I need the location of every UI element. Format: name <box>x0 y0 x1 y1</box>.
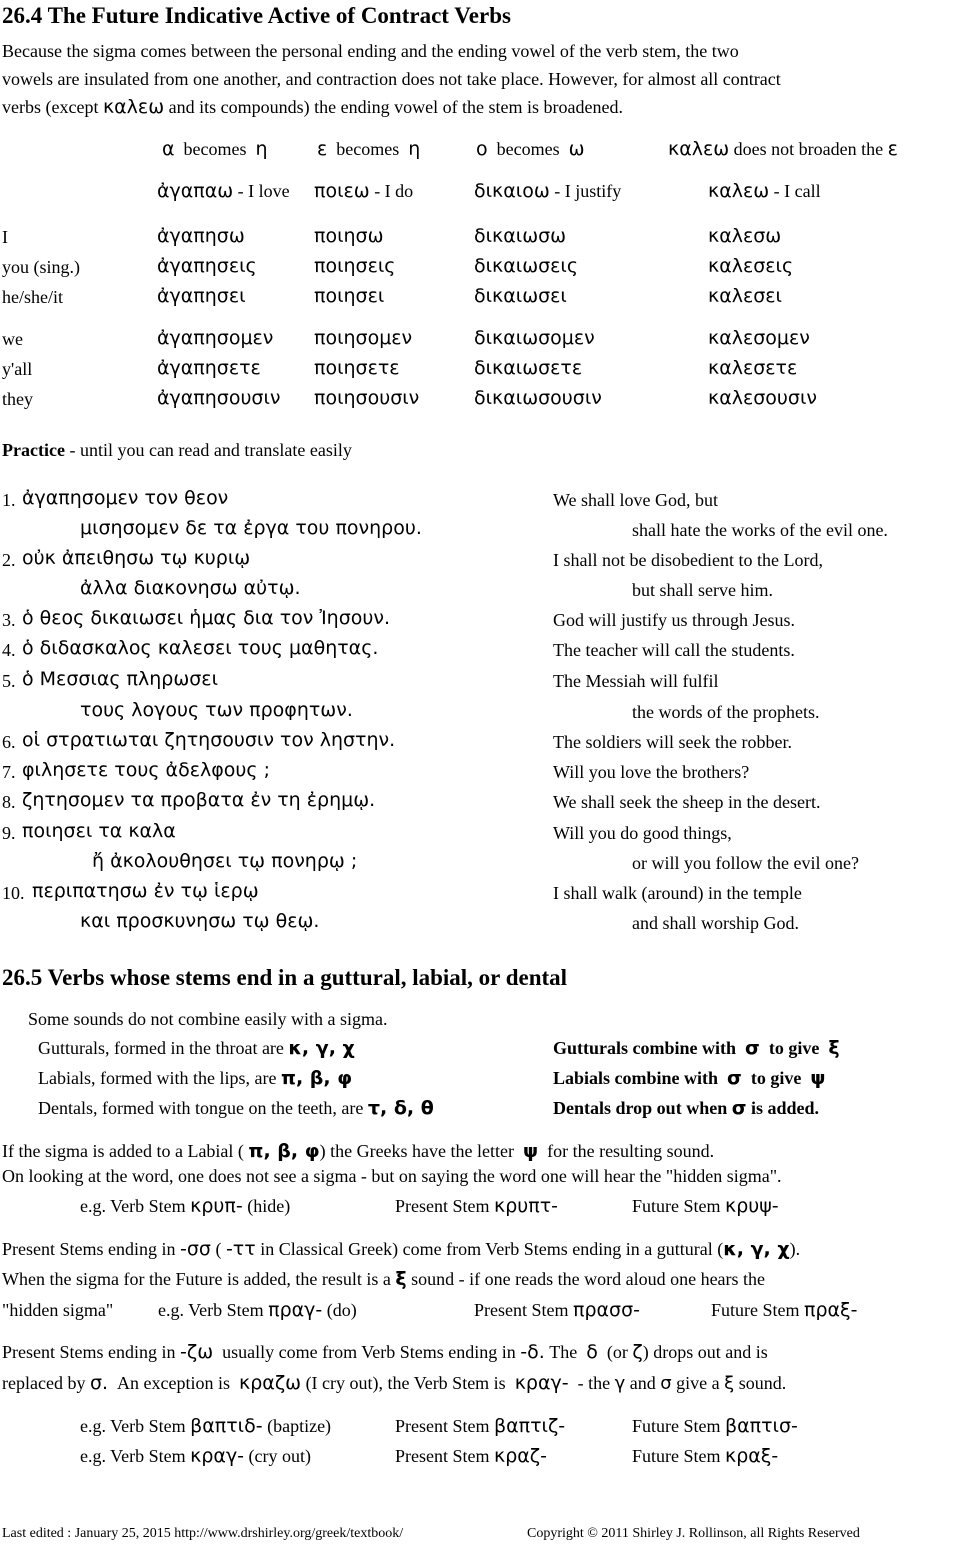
exercise-number: 5. <box>2 671 16 691</box>
labial-paragraph-line-2: On looking at the word, one does not see a sigma - but on saying the word one will hear the "hidden sigma". <box>2 1166 782 1186</box>
exercise-english: I shall walk (around) in the temple <box>553 883 802 903</box>
example-krag-future: Future Stem κραξ- <box>632 1445 779 1467</box>
form-cell: ἀγαπησεις <box>157 255 257 277</box>
form-cell: ἀγαπησω <box>157 225 245 247</box>
exercise-number: 7. <box>2 762 16 782</box>
section-title-26-4: 26.4 The Future Indicative Active of Contract Verbs <box>2 3 511 28</box>
form-cell: ἀγαπησει <box>157 285 246 307</box>
exercise-english: God will justify us through Jesus. <box>553 610 796 630</box>
form-cell: ἀγαπησετε <box>157 357 261 379</box>
exercise-english: and shall worship God. <box>632 913 799 933</box>
form-cell: δικαιωσει <box>474 285 567 307</box>
exercise-english: The Messiah will fulfil <box>553 671 719 691</box>
exercise-number: 4. <box>2 640 16 660</box>
exercise-number: 10. <box>2 883 25 903</box>
dental-paragraph-line-2: replaced by σ. An exception is κραζω (I cry out), the Verb Stem is κραγ- - the γ and σ give a ξ sound. <box>2 1372 787 1394</box>
exercise-english: We shall seek the sheep in the desert. <box>553 792 821 812</box>
exercise-english: I shall not be disobedient to the Lord, <box>553 550 823 570</box>
exercise-greek: ὁ Μεσσιας πληρωσει <box>22 668 218 690</box>
exercise-english: the words of the prophets. <box>632 702 820 722</box>
person-label: he/she/it <box>2 287 63 307</box>
verb-heading-1: ἀγαπαω - I love <box>157 180 290 202</box>
exercise-english: but shall serve him. <box>632 580 773 600</box>
exercise-greek: ὁ θεος δικαιωσει ἡμας δια τον Ἰησουν. <box>22 607 391 629</box>
example-baptid-present: Present Stem βαπτιζ- <box>395 1415 566 1437</box>
sound-row-dental: Dentals, formed with tongue on the teeth, are τ, δ, θ <box>38 1097 434 1119</box>
exercise-greek: ἀλλα διακονησω αὐτῳ. <box>80 577 301 599</box>
section2-lead: Some sounds do not combine easily with a sigma. <box>28 1009 388 1029</box>
exercise-greek: τους λογους των προφητων. <box>80 699 353 721</box>
form-cell: ἀγαπησουσιν <box>157 387 281 409</box>
person-label: we <box>2 329 23 349</box>
sound-rule-labial: Labials combine with σ to give ψ <box>553 1067 826 1089</box>
guttural-paragraph-line-2: When the sigma for the Future is added, the result is a ξ sound - if one reads the word aloud one hears the <box>2 1268 766 1290</box>
exercise-english: We shall love God, but <box>553 490 719 510</box>
form-cell: δικαιωσετε <box>474 357 583 379</box>
form-cell: ἀγαπησομεν <box>157 327 274 349</box>
intro-line-3: verbs (except καλεω and its compounds) the ending vowel of the stem is broadened. <box>2 96 624 118</box>
footer-copyright: Copyright © 2011 Shirley J. Rollinson, all Rights Reserved <box>527 1526 860 1541</box>
exercise-greek: ἀγαπησομεν τον θεον <box>22 487 229 509</box>
exercise-greek: οἱ στρατιωται ζητησουσιν τον ληστην. <box>22 729 396 751</box>
sound-row-labial: Labials, formed with the lips, are π, β, φ <box>38 1067 353 1089</box>
example-krupt-future: Future Stem κρυψ- <box>632 1195 779 1217</box>
dental-paragraph-line-1: Present Stems ending in -ζω usually come from Verb Stems ending in -δ. The δ (or ζ) drops out and is <box>2 1341 768 1363</box>
person-label: I <box>2 227 8 247</box>
example-prag: e.g. Verb Stem πραγ- (do) <box>158 1299 357 1321</box>
verb-heading-4: καλεω - I call <box>708 180 821 202</box>
form-cell: καλεσετε <box>708 357 798 379</box>
example-krag-present: Present Stem κραζ- <box>395 1445 547 1467</box>
sound-rule-guttural: Gutturals combine with σ to give ξ <box>553 1037 840 1059</box>
example-prag-future: Future Stem πραξ- <box>711 1299 858 1321</box>
broaden-exception: καλεω does not broaden the ε <box>668 138 898 160</box>
sound-rule-dental: Dentals drop out when σ is added. <box>553 1097 820 1119</box>
verb-heading-3: δικαιοω - I justify <box>474 180 622 202</box>
sound-row-guttural: Gutturals, formed in the throat are κ, γ, χ <box>38 1037 355 1059</box>
exercise-english: Will you love the brothers? <box>553 762 750 782</box>
person-label: you (sing.) <box>2 257 80 277</box>
form-cell: ποιησεις <box>314 255 396 277</box>
intro-line-2: vowels are insulated from one another, and contraction does not take place. However, for almost all contract <box>2 69 781 89</box>
exercise-number: 6. <box>2 732 16 752</box>
form-cell: ποιησουσιν <box>314 387 420 409</box>
labial-paragraph-line-1: If the sigma is added to a Labial ( π, β, φ) the Greeks have the letter ψ for the resulting sound. <box>2 1140 715 1162</box>
form-cell: ποιησετε <box>314 357 400 379</box>
section-title-26-5: 26.5 Verbs whose stems end in a guttural, labial, or dental <box>2 965 568 990</box>
broaden-epsilon: ε becomes η <box>317 138 421 160</box>
verb-heading-2: ποιεω - I do <box>314 180 414 202</box>
form-cell: δικαιωσω <box>474 225 567 247</box>
form-cell: καλεσω <box>708 225 782 247</box>
form-cell: ποιησομεν <box>314 327 413 349</box>
exercise-number: 8. <box>2 792 16 812</box>
form-cell: καλεσομεν <box>708 327 810 349</box>
exercise-greek: ἤ ἀκολουθησει τῳ πονηρῳ ; <box>92 850 358 872</box>
broaden-omicron: ο becomes ω <box>476 138 585 160</box>
example-krupt: e.g. Verb Stem κρυπ- (hide) <box>80 1195 291 1217</box>
exercise-number: 2. <box>2 550 16 570</box>
exercise-number: 3. <box>2 610 16 630</box>
form-cell: δικαιωσομεν <box>474 327 595 349</box>
exercise-greek: ζητησομεν τα προβατα ἐν τη ἐρημῳ. <box>22 789 376 811</box>
example-baptid: e.g. Verb Stem βαπτιδ- (baptize) <box>80 1415 332 1437</box>
person-label: y'all <box>2 359 33 379</box>
exercise-greek: και προσκυνησω τῳ θεῳ. <box>80 910 320 932</box>
form-cell: καλεσει <box>708 285 782 307</box>
exercise-english: The soldiers will seek the robber. <box>553 732 792 752</box>
example-baptid-future: Future Stem βαπτισ- <box>632 1415 798 1437</box>
exercise-number: 1. <box>2 490 16 510</box>
form-cell: ποιησω <box>314 225 384 247</box>
guttural-paragraph-line-3: "hidden sigma" <box>2 1300 114 1320</box>
exercise-english: The teacher will call the students. <box>553 640 795 660</box>
form-cell: δικαιωσουσιν <box>474 387 602 409</box>
exercise-english: shall hate the works of the evil one. <box>632 520 888 540</box>
broaden-alpha: α becomes η <box>162 138 268 160</box>
exercise-english: Will you do good things, <box>553 823 732 843</box>
person-label: they <box>2 389 33 409</box>
example-krag: e.g. Verb Stem κραγ- (cry out) <box>80 1445 312 1467</box>
form-cell: καλεσεις <box>708 255 794 277</box>
exercise-greek: μισησομεν δε τα ἐργα του πονηρου. <box>80 517 422 539</box>
intro-line-1: Because the sigma comes between the personal ending and the ending vowel of the verb stem, the two <box>2 41 739 61</box>
form-cell: δικαιωσεις <box>474 255 579 277</box>
example-krupt-present: Present Stem κρυπτ- <box>395 1195 558 1217</box>
form-cell: ποιησει <box>314 285 385 307</box>
footer-edited: Last edited : January 25, 2015 http://www.drshirley.org/greek/textbook/ <box>2 1526 404 1541</box>
exercise-greek: ὁ διδασκαλος καλεσει τους μαθητας. <box>22 637 379 659</box>
exercise-greek: φιλησετε τους ἀδελφους ; <box>22 759 270 781</box>
exercise-greek: περιπατησω ἐν τῳ ἱερῳ <box>32 880 259 902</box>
guttural-paragraph-line-1: Present Stems ending in -σσ ( -ττ in Classical Greek) come from Verb Stems ending in a guttural (κ, γ, χ). <box>2 1238 801 1260</box>
exercise-english: or will you follow the evil one? <box>632 853 859 873</box>
example-prag-present: Present Stem πρασσ- <box>474 1299 640 1321</box>
exercise-number: 9. <box>2 823 16 843</box>
form-cell: καλεσουσιν <box>708 387 817 409</box>
exercise-greek: ποιησει τα καλα <box>22 820 176 842</box>
practice-heading: Practice - until you can read and translate easily <box>2 440 352 460</box>
exercise-greek: οὐκ ἀπειθησω τῳ κυριῳ <box>22 547 251 569</box>
